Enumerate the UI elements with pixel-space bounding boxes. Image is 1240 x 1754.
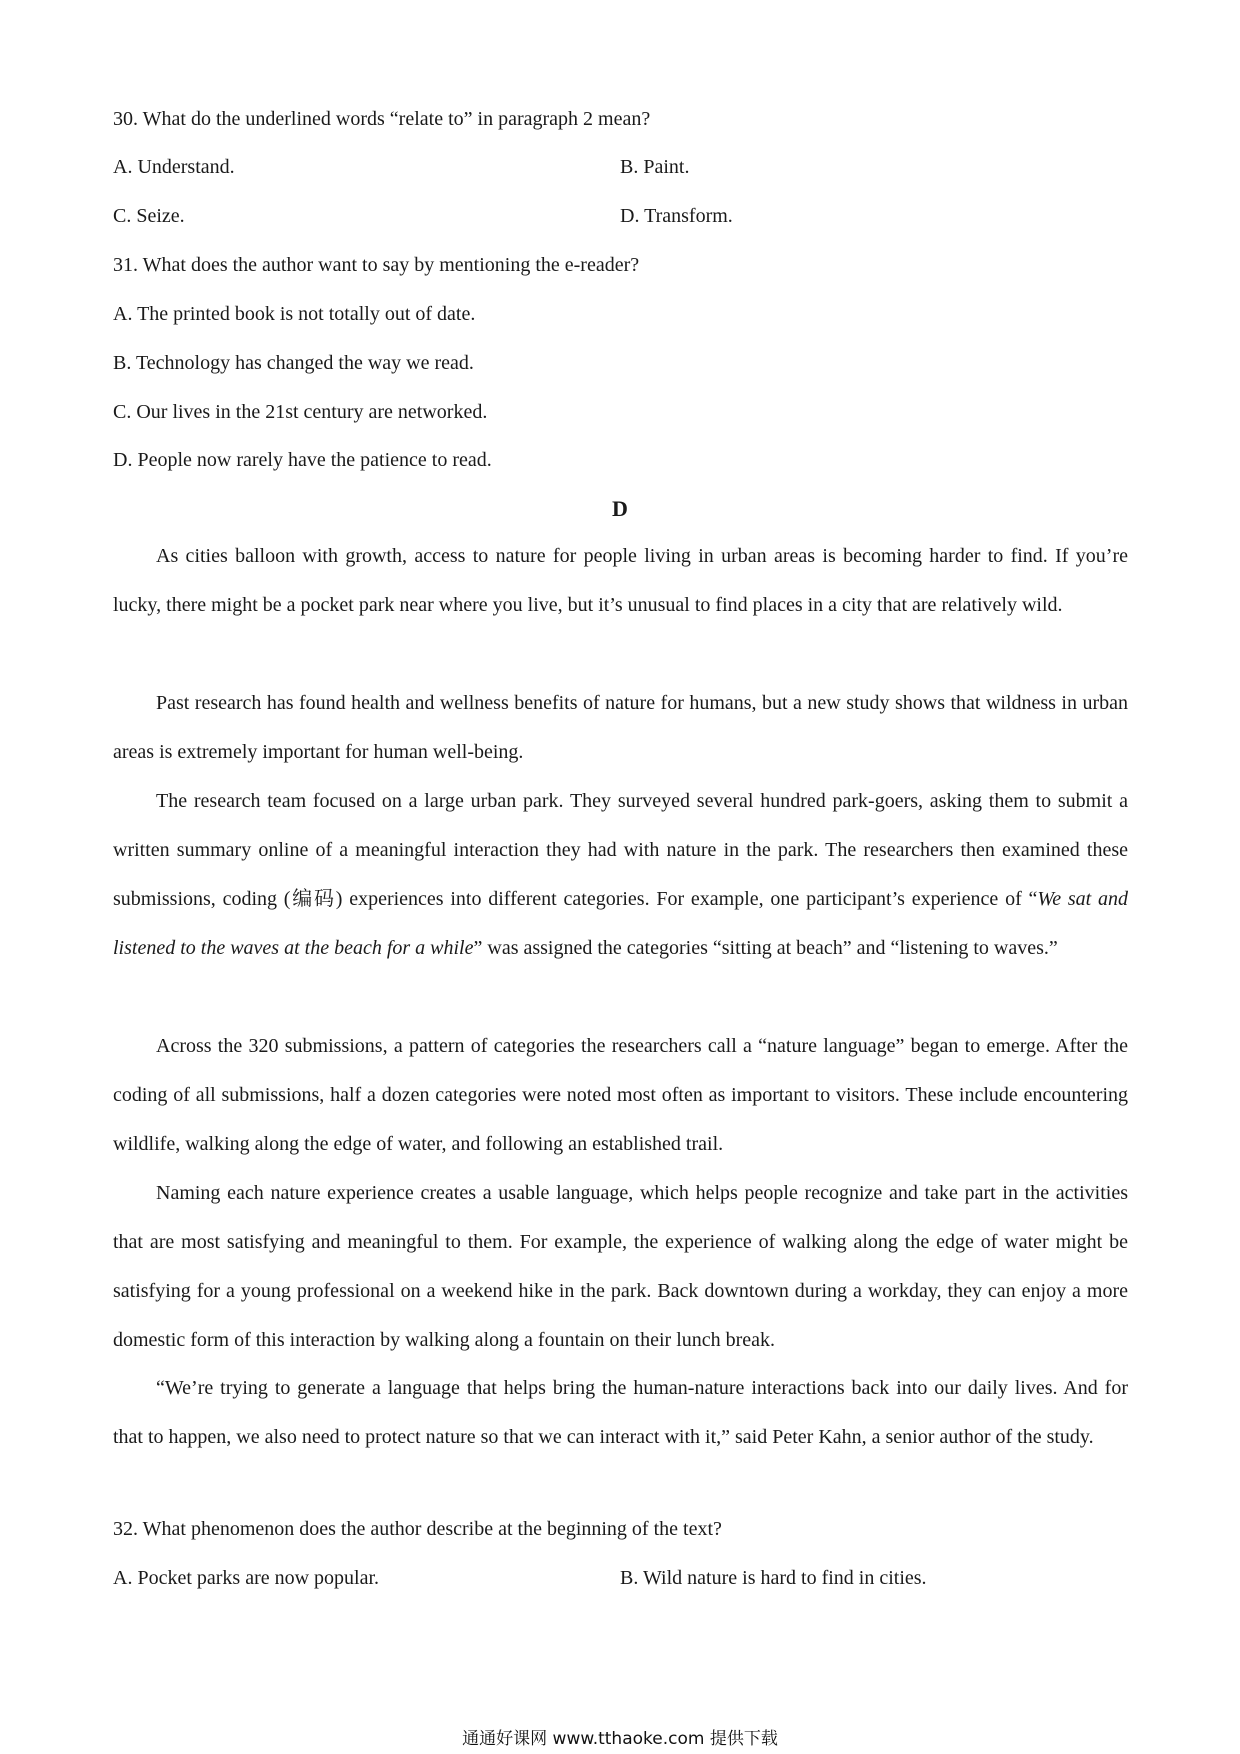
paragraph-3-text-after: ” was assigned the categories “sitting at beach” and “listening to waves.” xyxy=(473,936,1058,959)
passage-paragraph-1: As cities balloon with growth, access to nature for people living in urban areas is becoming harder to find. If you’re lucky, there might be a pocket park near where you live, but it’s unusual to find places in a city that are relatively wild. xyxy=(113,545,1128,616)
question-31-option-d: D. People now rarely have the patience to read. xyxy=(113,449,492,471)
question-31-option-a: A. The printed book is not totally out of date. xyxy=(113,303,476,325)
question-31-stem: 31. What does the author want to say by mentioning the e-reader? xyxy=(113,254,640,276)
passage-paragraph-5: Naming each nature experience creates a usable language, which helps people recognize and take part in the activities that are most satisfying and meaningful to them. For example, the experience of walking along the edge of water might be satisfying for a young professional on a weekend hike in the park. Back downtown during a workday, they can enjoy a more domestic form of this interaction by walking along a fountain on their lunch break. xyxy=(113,1182,1128,1351)
question-30-stem: 30. What do the underlined words “relate to” in paragraph 2 mean? xyxy=(113,108,651,130)
passage-paragraph-6: “We’re trying to generate a language that helps bring the human-nature interactions back into our daily lives. And for that to happen, we also need to protect nature so that we can interact with it,” said Peter Kahn, a senior author of the study. xyxy=(113,1377,1128,1448)
question-31-option-c: C. Our lives in the 21st century are networked. xyxy=(113,401,488,423)
question-32-option-a: A. Pocket parks are now popular. xyxy=(113,1567,380,1589)
passage-paragraph-4: Across the 320 submissions, a pattern of categories the researchers call a “nature language” began to emerge. After the coding of all submissions, half a dozen categories were noted most often as important to visitors. These include encountering wildlife, walking along the edge of water, and following an established trail. xyxy=(113,1035,1128,1155)
footer-source-note: 通通好课网 www.tthaoke.com 提供下载 xyxy=(462,1729,778,1749)
question-32-option-b: B. Wild nature is hard to find in cities. xyxy=(620,1567,927,1589)
paragraph-3-text-before: The research team focused on a large urban park. They surveyed several hundred park-goers, asking them to submit a written summary online of a meaningful interaction they had with nature in the park. The researchers then examined these submissions, coding (编码) experiences into different categories. For example, one participant’s experience of “ xyxy=(113,790,1128,910)
section-heading: D xyxy=(612,496,628,521)
question-30-option-a: A. Understand. xyxy=(113,156,235,178)
question-30-option-d: D. Transform. xyxy=(620,205,733,227)
question-31-option-b: B. Technology has changed the way we read. xyxy=(113,352,474,374)
question-32-stem: 32. What phenomenon does the author describe at the beginning of the text? xyxy=(113,1518,722,1540)
question-30-option-c: C. Seize. xyxy=(113,205,185,227)
question-30-option-b: B. Paint. xyxy=(620,156,690,178)
paragraph-3-italic-quote: We sat and listened to the waves at the beach for a while xyxy=(113,887,1128,959)
passage-paragraph-2: Past research has found health and wellness benefits of nature for humans, but a new study shows that wildness in urban areas is extremely important for human well-being. xyxy=(113,692,1128,763)
passage-paragraph-3 xyxy=(113,777,1128,973)
